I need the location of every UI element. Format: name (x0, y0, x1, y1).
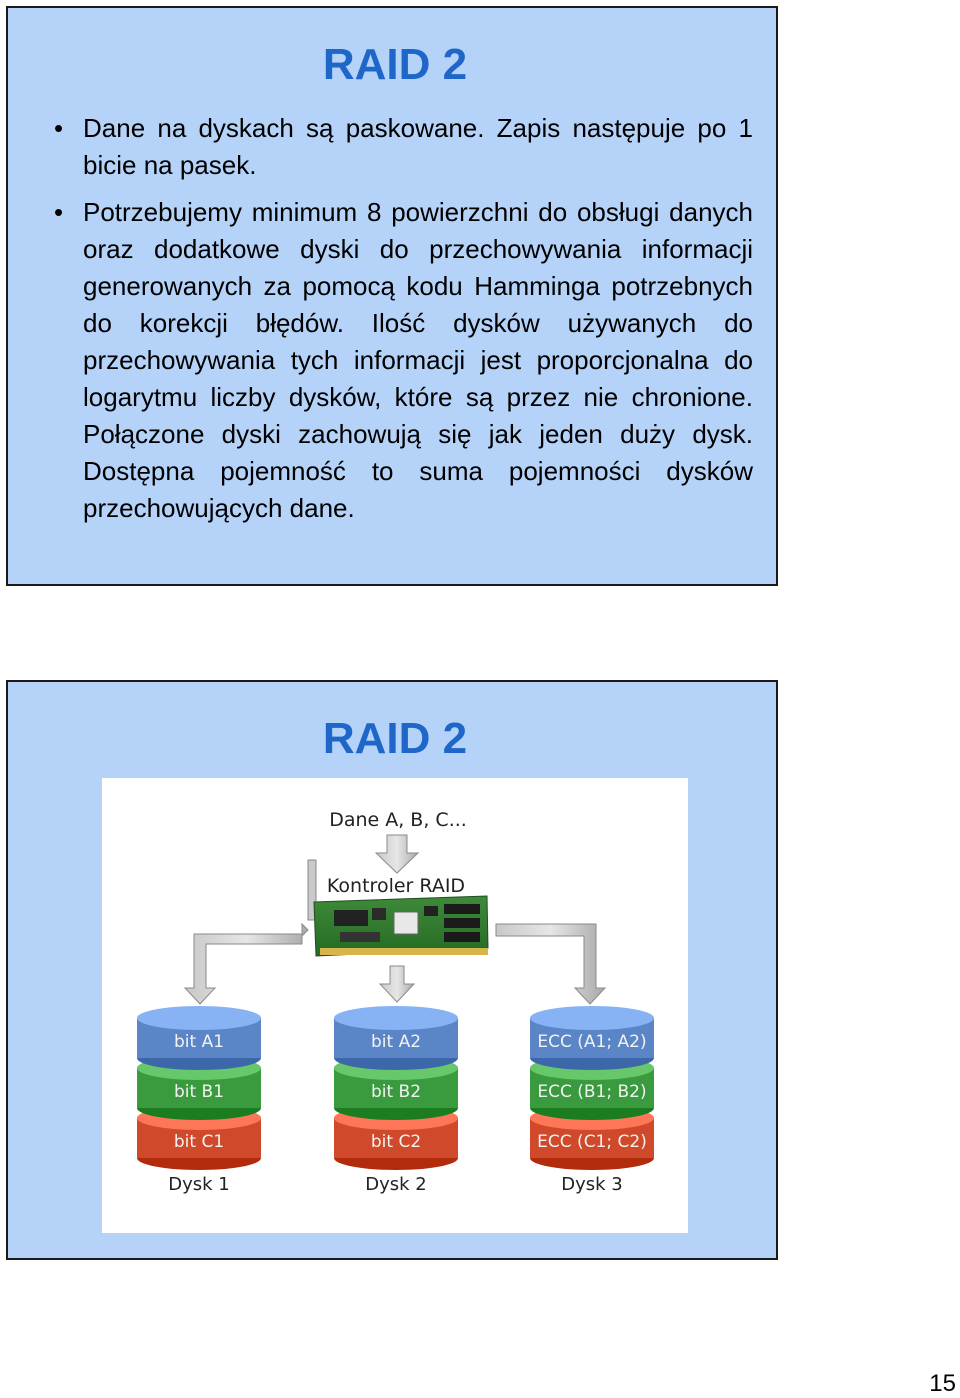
bullet-item (8, 110, 776, 184)
page-number: 15 (929, 1370, 956, 1397)
bullet-list (8, 110, 776, 537)
disk-name-label: Dysk 3 (561, 1174, 623, 1195)
disk-layer-label: bit C2 (370, 1132, 422, 1152)
input-label: Dane A, B, C... (329, 809, 467, 831)
disk-layer (530, 1006, 654, 1070)
disk-layer-label: ECC (C1; C2) (537, 1132, 647, 1152)
raid2-diagram-svg (102, 778, 688, 1233)
slide-1 (6, 6, 778, 586)
disk-layer-label: ECC (B1; B2) (537, 1082, 647, 1102)
disk-name-label: Dysk 2 (365, 1174, 427, 1195)
arrow-middle-icon (380, 966, 414, 1002)
slide-2 (6, 680, 778, 1260)
disk-name-label: Dysk 1 (168, 1174, 230, 1195)
controller-label: Kontroler RAID (326, 875, 466, 897)
disk-layer (334, 1006, 458, 1070)
arrow-right-branch-icon (496, 924, 605, 1004)
disk-layer-label: bit B2 (370, 1082, 422, 1102)
raid2-diagram (102, 778, 688, 1233)
bullet-text: Dane na dyskach są paskowane. Zapis następuje po 1 bicie na pasek. (83, 113, 753, 180)
arrow-left-branch-icon (185, 924, 308, 1004)
bullet-icon: • (54, 113, 64, 143)
disk-stack (530, 1006, 654, 1195)
disk-layer-label: bit C1 (173, 1132, 225, 1152)
bullet-icon: • (54, 197, 64, 227)
disk-stacks (137, 1006, 654, 1195)
slide-2-title: RAID 2 (322, 714, 468, 763)
disk-layer-label: bit A1 (173, 1032, 225, 1052)
bullet-text: Potrzebujemy minimum 8 powierzchni do obsługi danych oraz dodatkowe dyski do przechowywania informacji generowanych za pomocą kodu Hamminga potrzebnych do korekcji błędów. Ilość dysków używanych do przechowywania tych informacji jest proporcjonalna do logarytmu liczby dysków, które są przez nie chronione. Połączone dyski zachowują się jak jeden duży dysk. Dostępna pojemność to suma pojemności dysków przechowujących dane. (83, 197, 753, 523)
slide-1-title: RAID 2 (322, 40, 468, 89)
disk-layer-label: bit A2 (370, 1032, 422, 1052)
arrow-down-icon (376, 835, 418, 873)
disk-stack (334, 1006, 458, 1195)
disk-layer (137, 1006, 261, 1070)
disk-stack (137, 1006, 261, 1195)
disk-layer-label: ECC (A1; A2) (537, 1032, 647, 1052)
disk-layer-label: bit B1 (173, 1082, 225, 1102)
bullet-item (8, 194, 776, 527)
